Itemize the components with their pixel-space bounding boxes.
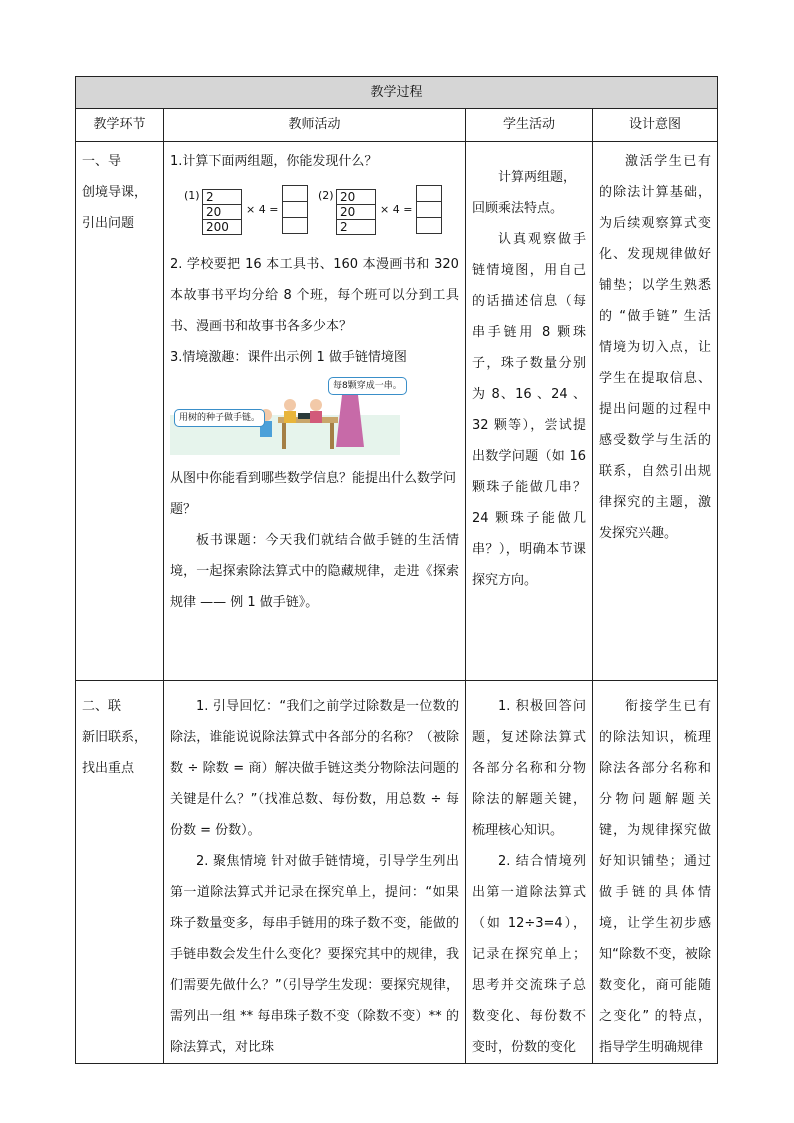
stage-cell-1 <box>76 142 164 681</box>
teacher-step-2: 2. 聚焦情境 针对做手链情境，引导学生列出第一道除法算式并记录在探究单上，提问：“如果珠子数量变多，每串手链用的珠子数不变，能做的手链串数会发生什么变化？要探究其中的规律，我们需要先做什么？”（引导学生发现：要探究规律，需列出一组 ** 每串珠子数不变（除数不变）** 的除法算式，对比珠 <box>169 854 459 1055</box>
question-3: 3.情境激趣：课件出示例 1 做手链情境图 <box>169 350 407 365</box>
student-cell-2 <box>465 681 592 1064</box>
board-topic: 板书课题：今天我们就结合做手链的生活情境，一起探索除法算式中的隐藏规律，走进《探索规律 —— 例 1 做手链》。 <box>169 533 459 610</box>
header-teacher: 教师活动 <box>163 109 465 142</box>
stage-title: 二、联 <box>82 699 122 714</box>
student-activity-2: 认真观察做手链情境图，用自己的话描述信息（每串手链用 8 颗珠子，珠子数量分别为 8、16 、24 、32 颗等），尝试提出数学问题（如 16 颗珠子能做几串？24 颗珠子能做几串？），明确本节课探究方向。 <box>471 232 587 588</box>
header-student: 学生活动 <box>465 109 592 142</box>
question-1: 1.计算下面两组题，你能发现什么？ <box>169 154 378 169</box>
design-intent-1: 激活学生已有的除法计算基础，为后续观察算式变化、发现规律做好铺垫；以学生熟悉的 “做手链” 生活情境为切入点，让学生在提取信息、提出问题的过程中感受数学与生活的联系，自然引出规律探究的主题，激发探究兴趣。 <box>599 154 711 541</box>
student-activity-1: 计算两组题，回顾乘法特点。 <box>471 170 576 216</box>
stage-subtitle: 创境导课，引出问题 <box>82 185 148 231</box>
header-intent: 设计意图 <box>593 109 718 142</box>
answer-boxes <box>282 185 308 234</box>
intent-cell-1 <box>593 142 718 681</box>
observation-question: 从图中你能看到哪些数学信息？能提出什么数学问题？ <box>169 471 456 517</box>
stage-cell-2 <box>76 681 164 1064</box>
student-step-1: 1. 积极回答问题，复述除法算式各部分名称和分物除法的解题关键，梳理核心知识。 <box>471 699 587 838</box>
calc-figure: (1) 2 20 200 × 4 = (2) 20 20 2 × 4 = <box>170 179 459 235</box>
teacher-cell-2 <box>163 681 465 1064</box>
answer-boxes <box>416 185 442 234</box>
lesson-table <box>75 76 718 1064</box>
intent-cell-2 <box>593 681 718 1064</box>
bracelet-scene-illustration <box>170 375 459 455</box>
student-cell-1 <box>465 142 592 681</box>
stage-title: 一、导 <box>82 154 122 169</box>
speech-bubble-left: 用树的种子做手链。 <box>174 409 265 427</box>
question-2: 2. 学校要把 16 本工具书、160 本漫画书和 320 本故事书平均分给 8 个班，每个班可以分到工具书、漫画书和故事书各多少本？ <box>169 257 459 334</box>
teacher-cell-1 <box>163 142 465 681</box>
teacher-step-1: 1. 引导回忆：“我们之前学过除数是一位数的除法，谁能说说除法算式中各部分的名称？（被除数 ÷ 除数 = 商）解决做手链这类分物除法问题的关键是什么？”（找准总数、每份数，用总数 ÷ 每份数 = 份数）。 <box>169 699 459 838</box>
speech-bubble-right: 每8颗穿成一串。 <box>328 377 407 395</box>
stage-subtitle: 新旧联系，找出重点 <box>82 730 148 776</box>
design-intent-2: 衔接学生已有的除法知识，梳理除法各部分名称和分物问题解题关键，为规律探究做好知识铺垫；通过做手链的具体情境，让学生初步感知“除数不变，被除数变化，商可能随之变化” 的特点，指导学生明确规律 <box>599 699 711 1055</box>
header-stage: 教学环节 <box>76 109 164 142</box>
document-page <box>75 76 718 1055</box>
table-title: 教学过程 <box>76 77 718 109</box>
student-step-2: 2. 结合情境列出第一道除法算式（如 12÷3=4），记录在探究单上；思考并交流珠子总数变化、每份数不变时，份数的变化 <box>471 854 587 1055</box>
